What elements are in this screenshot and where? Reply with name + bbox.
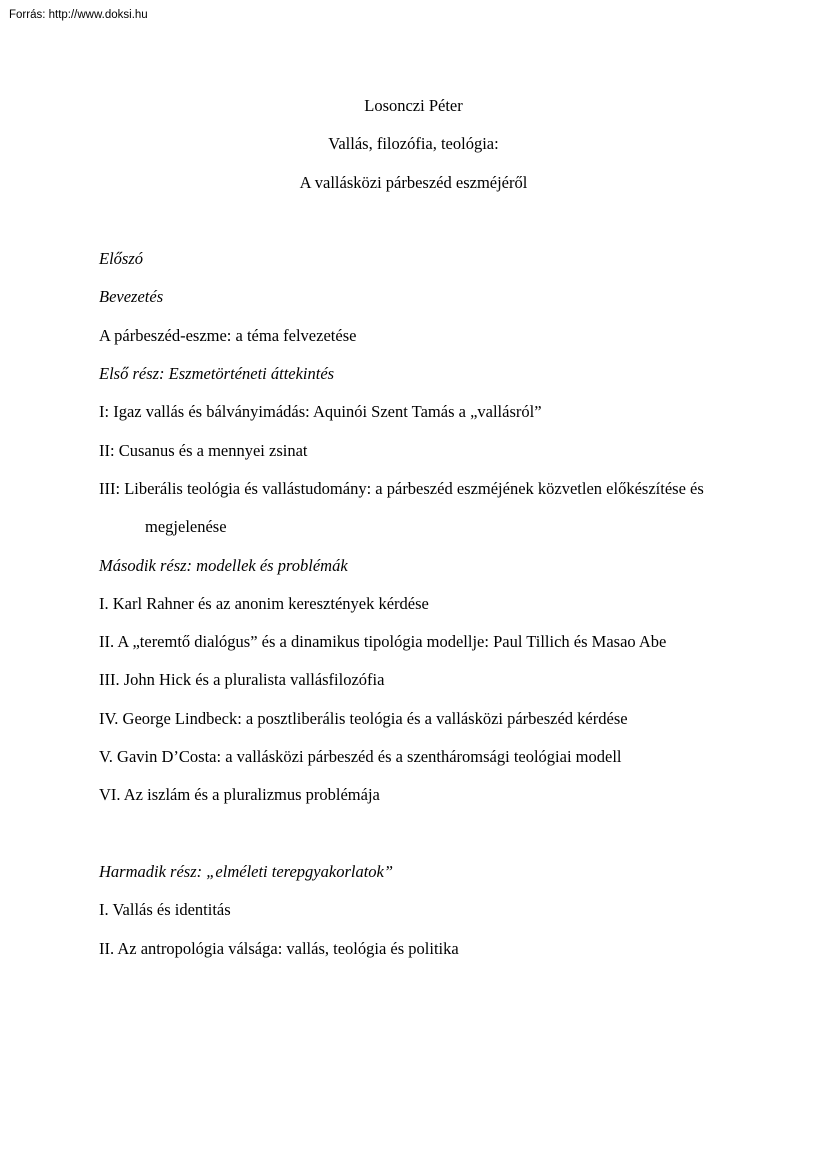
toc-entry: I. Vallás és identitás [99,900,231,920]
toc-entry: II: Cusanus és a mennyei zsinat [99,440,308,460]
toc-section-heading: Első rész: Eszmetörténeti áttekintés [99,364,335,384]
toc-entry: VI. Az iszlám és a pluralizmus problémája [99,785,380,805]
toc-entry: IV. George Lindbeck: a posztliberális teológia és a vallásközi párbeszéd kérdése [99,708,628,728]
toc-entry: III. John Hick és a pluralista vallásfilozófia [99,670,385,690]
title-line-2: A vallásközi párbeszéd eszméjéről [299,172,528,192]
toc-section-heading: Harmadik rész: „elméleti terepgyakorlatok” [99,861,394,881]
table-of-contents [0,240,827,968]
document-content [0,87,827,968]
toc-section-heading: Bevezetés [99,287,164,307]
toc-section-heading: Második rész: modellek és problémák [99,555,348,575]
toc-entry: megjelenése [145,517,227,537]
toc-entry: A párbeszéd-eszme: a téma felvezetése [99,325,357,345]
toc-entry: I. Karl Rahner és az anonim keresztények kérdése [99,593,429,613]
toc-entry: I: Igaz vallás és bálványimádás: Aquinói Szent Tamás a „vallásról” [99,402,542,422]
blank-line [0,815,827,853]
toc-entry: II. Az antropológia válsága: vallás, teológia és politika [99,938,459,958]
toc-entry: III: Liberális teológia és vallástudomány: a párbeszéd eszméjének közvetlen előkészítése és [99,478,704,498]
author-name: Losonczi Péter [364,96,463,115]
toc-entry: V. Gavin D’Costa: a vallásközi párbeszéd és a szentháromsági teológiai modell [99,747,622,767]
toc-entry: II. A „teremtő dialógus” és a dinamikus tipológia modellje: Paul Tillich és Masao Abe [99,632,667,652]
title-line-1: Vallás, filozófia, teológia: [328,134,499,154]
title-block [0,87,827,202]
toc-section-heading: Előszó [99,249,144,269]
source-url-text: Forrás: http://www.doksi.hu [9,9,148,21]
